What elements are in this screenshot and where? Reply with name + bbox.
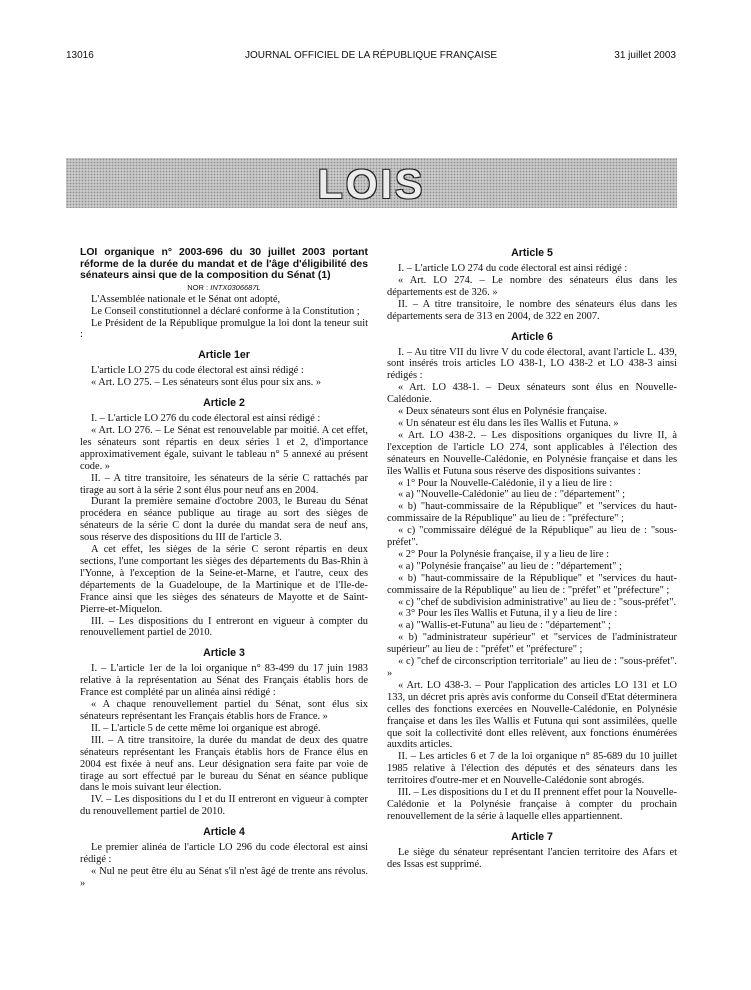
body-paragraph: « A chaque renouvellement partiel du Sénat, sont élus six sénateurs représentant les Français établis hors de France. » xyxy=(80,699,368,722)
article-heading: Article 5 xyxy=(511,247,553,259)
article-heading: Article 2 xyxy=(203,397,245,410)
body-paragraph: IV. – Les dispositions du I et du II entreront en vigueur à compter du renouvellement partiel de 2010. xyxy=(80,794,368,818)
body-paragraph: I. – L'article LO 276 du code électoral est ainsi rédigé : xyxy=(91,413,321,425)
right-column xyxy=(387,247,677,871)
publication-date: 31 juillet 2003 xyxy=(614,50,676,61)
body-paragraph: « b) "administrateur supérieur" et "services de l'administrateur supérieur" au lieu de : "préfet" et "préfecture" ; xyxy=(387,632,677,656)
article-heading: Article 7 xyxy=(511,830,553,843)
body-paragraph: Le premier alinéa de l'article LO 296 du code électoral est ainsi rédigé : xyxy=(80,842,368,866)
body-paragraph: II. – A titre transitoire, les sénateurs de la série C rattachés par tirage au sort à la série 2 sont élus pour neuf ans en 2004. xyxy=(80,472,368,496)
body-paragraph: « a) "Wallis-et-Futuna" au lieu de : "département" ; xyxy=(398,620,611,632)
body-paragraph: « a) "Nouvelle-Calédonie" au lieu de : "département" ; xyxy=(398,489,626,501)
body-paragraph: « Nul ne peut être élu au Sénat s'il n'est âgé de trente ans révolus. » xyxy=(80,865,368,889)
body-paragraph: « 3° Pour les îles Wallis et Futuna, il y a lieu de lire : xyxy=(398,608,618,620)
body-paragraph: II. – L'article 5 de cette même loi organique est abrogé. xyxy=(91,722,321,734)
body-paragraph: A cet effet, les sièges de la série C seront répartis en deux sections, l'une comportant les sièges des départements du Bas-Rhin à l'Yonne, à l'exception de la Seine-et-Marne, et l'autre, ceux des départements de la Guadeloupe, de la Martinique et de l'Ile-de-France ainsi que les sièges des sénateurs de Mayotte et de Saint-Pierre-et-Miquelon. xyxy=(80,544,368,615)
body-paragraph: « Deux sénateurs sont élus en Polynésie française. xyxy=(398,406,607,418)
body-paragraph: « Art. LO 275. – Les sénateurs sont élus pour six ans. » xyxy=(91,377,322,389)
body-paragraph: L'article LO 275 du code électoral est ainsi rédigé : xyxy=(91,365,304,377)
section-banner xyxy=(66,158,677,208)
article-heading: Article 4 xyxy=(203,826,245,839)
body-paragraph: « Art. LO 438-3. – Pour l'application des articles LO 131 et LO 133, un décret pris après avis conforme du Conseil d'Etat déterminera celles des fonctions exercées en Nouvelle-Calédonie, en Polynésie française et dans les îles Wallis et Futuna qui sont assimilées, quelle que soit la collectivité dont elles relèvent, aux fonctions énumérées auxdits articles. xyxy=(387,679,677,751)
body-paragraph: Le siège du sénateur représentant l'ancien territoire des Afars et des Issas est supprimé. xyxy=(387,846,677,870)
body-paragraph: « c) "chef de circonscription territoriale" au lieu de : "sous-préfet". » xyxy=(387,656,677,679)
body-paragraph: Durant la première semaine d'octobre 2003, le Bureau du Sénat procédera en séance publique au tirage au sort des sièges de sénateurs de la série C dont la durée du mandat sera de neuf ans, sous réserve des dispositions du III de l'article 3. xyxy=(80,496,368,544)
body-paragraph: III. – Les dispositions du I entreront en vigueur à compter du renouvellement partiel de 2010. xyxy=(80,615,368,639)
body-paragraph: II. – A titre transitoire, le nombre des sénateurs élus dans les départements sera de 313 en 2004, de 322 en 2007. xyxy=(387,298,677,322)
body-paragraph: Le Président de la République promulgue la loi dont la teneur suit : xyxy=(80,317,368,341)
article-heading: Article 3 xyxy=(203,647,245,660)
nor-reference xyxy=(80,282,368,294)
body-paragraph: Le Conseil constitutionnel a déclaré conforme à la Constitution ; xyxy=(91,305,360,317)
journal-title: JOURNAL OFFICIEL DE LA RÉPUBLIQUE FRANÇAISE xyxy=(244,50,498,61)
nor-code: INTX0306687L xyxy=(210,282,261,292)
body-paragraph: « a) "Polynésie française" au lieu de : "département" ; xyxy=(398,560,622,572)
body-paragraph: I. – Au titre VII du livre V du code électoral, avant l'article L. 439, sont insérés trois articles LO 438-1, LO 438-2 et LO 438-3 ainsi rédigés : xyxy=(387,346,677,382)
page-number: 13016 xyxy=(66,50,94,61)
law-title: LOI organique n° 2003-696 du 30 juillet 2003 portant réforme de la durée du mandat et de l'âge d'éligibilité des sénateurs ainsi que de la composition du Sénat (1) xyxy=(80,247,368,282)
body-paragraph: III. – A titre transitoire, la durée du mandat de deux des quatre sénateurs représentant les Français établis hors de France élus en 2004 est fixée à neuf ans. Leur désignation sera faite par voie de tirage au sort effectué par le bureau du Sénat en séance publique dans le mois suivant leur élection. xyxy=(80,734,368,794)
running-header xyxy=(66,50,676,66)
body-paragraph: III. – Les dispositions du I et du II prennent effet pour la Nouvelle-Calédonie et la Polynésie française à compter du prochain renouvellement de la série à laquelle elles appartiennent. xyxy=(387,787,677,822)
body-paragraph: « Art. LO 276. – Le Sénat est renouvelable par moitié. A cet effet, les sénateurs sont répartis en deux séries 1 et 2, d'importance approximativement égale, suivant le tableau n° 5 annexé au présent code. » xyxy=(80,425,368,472)
body-paragraph: « Art. LO 438-1. – Deux sénateurs sont élus en Nouvelle-Calédonie. xyxy=(387,382,677,406)
body-paragraph: « 1° Pour la Nouvelle-Calédonie, il y a lieu de lire : xyxy=(398,477,613,489)
article-heading: Article 6 xyxy=(511,330,553,343)
article-heading: Article 1er xyxy=(198,349,250,362)
body-paragraph: « c) "commissaire délégué de la République" au lieu de : "sous-préfet". xyxy=(387,525,677,549)
body-paragraph: II. – Les articles 6 et 7 de la loi organique n° 85-689 du 10 juillet 1985 relative à l'élection des députés et des sénateurs dans les territoires d'outre-mer et en Nouvelle-Calédonie sont abrogés. xyxy=(387,751,677,787)
left-column xyxy=(80,247,368,890)
body-paragraph: « Art. LO 438-2. – Les dispositions organiques du livre II, à l'exception de l'article LO 274, sont applicables à l'élection des sénateurs en Nouvelle-Calédonie, en Polynésie française et dans les îles Wallis et Futuna sous réserve des dispositions suivantes : xyxy=(387,429,677,477)
body-paragraph: « b) "haut-commissaire de la République" et "services du haut-commissaire de la République" au lieu de : "préfecture" ; xyxy=(387,501,677,525)
body-paragraph: « Un sénateur est élu dans les îles Wallis et Futuna. » xyxy=(398,417,619,429)
body-paragraph: I. – L'article 1er de la loi organique n° 83-499 du 17 juin 1983 relative à la représentation au Sénat des Français établis hors de France est complété par un alinéa ainsi rédigé : xyxy=(80,663,368,699)
body-paragraph: « b) "haut-commissaire de la République" et "services du haut-commissaire de la République" au lieu de : "préfet" et "préfecture" ; xyxy=(387,572,677,596)
nor-label: NOR : xyxy=(187,282,209,292)
body-paragraph: « Art. LO 274. – Le nombre des sénateurs élus dans les départements est de 326. » xyxy=(387,274,677,298)
section-title: LOIS xyxy=(317,161,426,207)
body-paragraph: « 2° Pour la Polynésie française, il y a lieu de lire : xyxy=(398,548,610,560)
body-paragraph: « c) "chef de subdivision administrative" au lieu de : "sous-préfet". xyxy=(398,596,677,608)
body-paragraph: L'Assemblée nationale et le Sénat ont adopté, xyxy=(91,293,281,305)
body-paragraph: I. – L'article LO 274 du code électoral est ainsi rédigé : xyxy=(398,263,628,274)
